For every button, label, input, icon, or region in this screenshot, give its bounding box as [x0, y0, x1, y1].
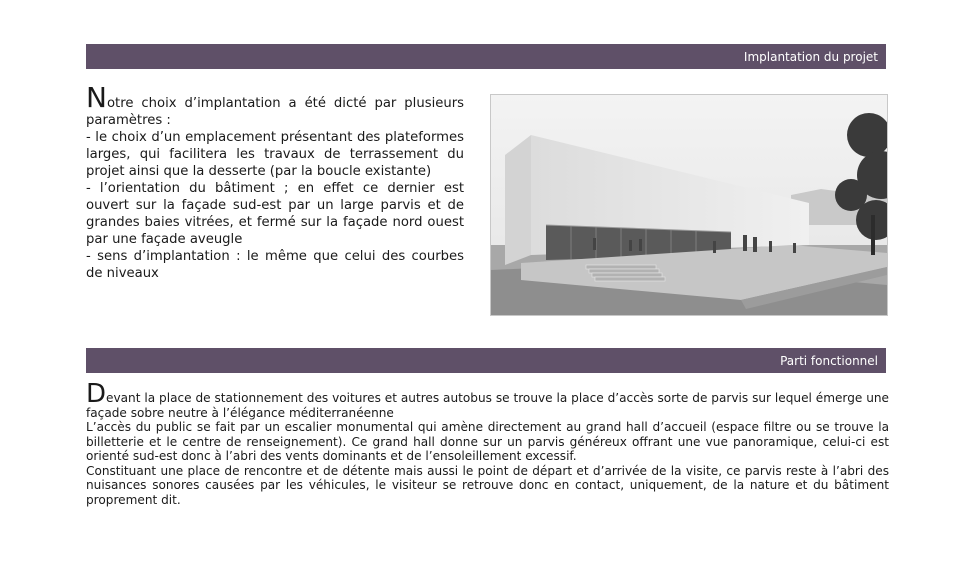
paragraph: - sens d’implantation : le même que celui des courbes de niveaux: [86, 249, 464, 281]
paragraph: - le choix d’un emplacement présentant des plateformes larges, qui facilitera les travaux de terrassement du projet ainsi que la desserte (par la boucle existante): [86, 130, 464, 179]
paragraph: - l’orientation du bâtiment ; en effet ce dernier est ouvert sur la façade sud-est par un large parvis et de grandes baies vitrées, et fermé sur la façade nord ouest par une façade aveugle: [86, 181, 464, 247]
paragraph: L’accès du public se fait par un escalier monumental qui amène directement au grand hall d’accueil (espace filtre ou se trouve la billetterie et le centre de renseignement). Ce grand hall donne sur un parvis généreux offrant une vue panoramique, celui-ci est orienté sud-est donc à l’abri des vents dominants et de l’ensoleillement excessif.: [86, 420, 889, 463]
building-rendering-image: [490, 94, 888, 316]
paragraph: Devant la place de stationnement des voitures et autres autobus se trouve la place d’accès sorte de parvis sur lequel émerge une façade sobre neutre à l’élégance méditerranéenne: [86, 379, 889, 420]
section-title: Implantation du projet: [743, 50, 878, 64]
section-header-parti: [86, 348, 886, 373]
drop-cap: N: [86, 81, 107, 114]
building-rendering: [491, 95, 887, 315]
paragraph: Notre choix d’implantation a été dicté par plusieurs paramètres :: [86, 81, 464, 128]
paragraph: Constituant une place de rencontre et de détente mais aussi le point de départ et d’arrivée de la visite, ce parvis reste à l’abri des nuisances sonores causées par les véhicules, le visiteur se retrouve donc en contact, uniquement, de la nature et du bâtiment proprement dit.: [86, 463, 889, 507]
drop-cap: D: [86, 379, 107, 409]
section-header-implantation: [86, 44, 886, 69]
parti-text: [86, 379, 889, 507]
section-title: Parti fonctionnel: [780, 354, 878, 368]
implantation-text: [86, 81, 464, 282]
